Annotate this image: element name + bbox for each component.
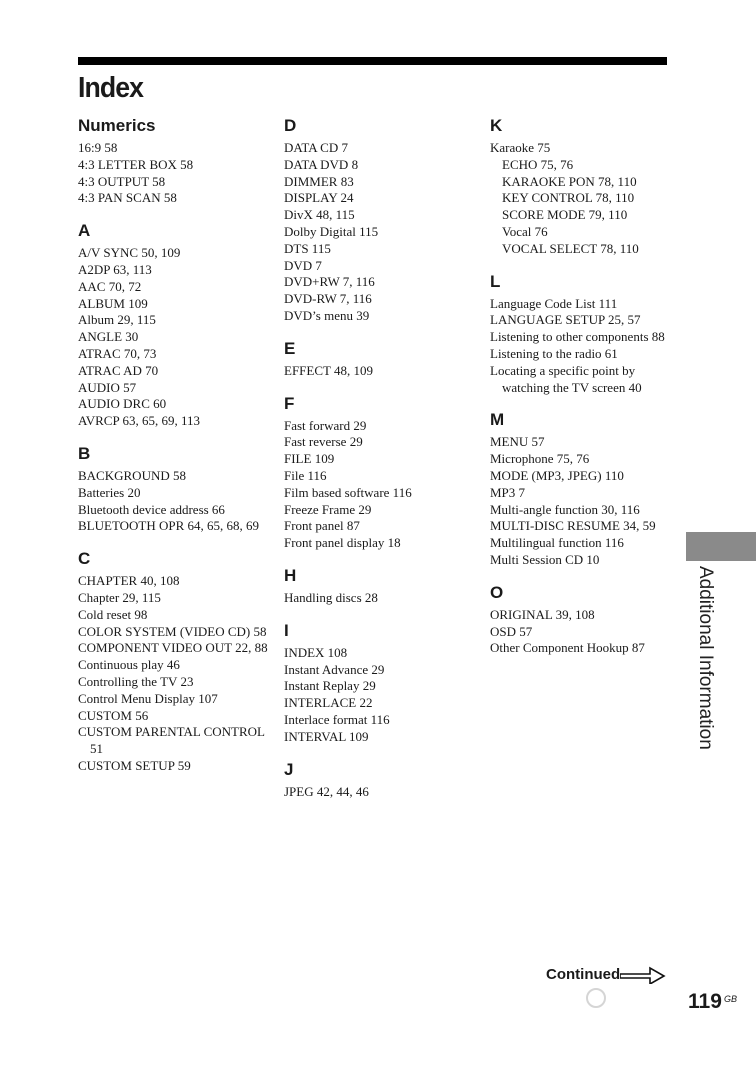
entry-list xyxy=(78,140,273,207)
index-entry: AAC 70, 72 xyxy=(78,278,142,294)
index-entry: BLUETOOTH OPR 64, 65, 68, 69 xyxy=(78,518,260,534)
section-heading: Numerics xyxy=(78,116,156,135)
index-entry: Controlling the TV 23 xyxy=(78,673,194,689)
index-entry: AUDIO DRC 60 xyxy=(78,396,167,412)
index-entry: Multilingual function 116 xyxy=(490,535,624,551)
index-entry: COLOR SYSTEM (VIDEO CD) 58 xyxy=(78,623,267,639)
index-entry: File 116 xyxy=(284,467,327,483)
index-entry: Cold reset 98 xyxy=(78,606,148,622)
index-entry: DVD-RW 7, 116 xyxy=(284,291,372,307)
entry-list xyxy=(284,784,479,801)
index-entry: OSD 57 xyxy=(490,623,533,639)
index-entry: ALBUM 109 xyxy=(78,295,148,311)
index-section xyxy=(284,116,479,325)
index-entry: Front panel display 18 xyxy=(284,535,401,551)
index-entry: MODE (MP3, JPEG) 110 xyxy=(490,467,624,483)
section-heading: F xyxy=(284,393,295,413)
index-entry: A/V SYNC 50, 109 xyxy=(78,245,181,261)
index-entry: Locating a specific point by watching the TV screen 40 xyxy=(490,362,642,395)
index-subentry: KARAOKE PON 78, 110 xyxy=(502,173,637,189)
entry-list xyxy=(284,140,479,325)
index-section xyxy=(284,566,479,607)
index-section xyxy=(490,272,670,397)
index-entry: DTS 115 xyxy=(284,240,331,256)
index-entry: Fast forward 29 xyxy=(284,417,367,433)
index-entry: DVD 7 xyxy=(284,257,322,273)
watermark-logo xyxy=(536,980,686,1035)
index-subentry: ECHO 75, 76 xyxy=(502,156,574,172)
index-entry: DATA DVD 8 xyxy=(284,156,359,172)
index-entry: Dolby Digital 115 xyxy=(284,223,379,239)
section-heading: O xyxy=(490,582,504,602)
section-heading: L xyxy=(490,271,501,291)
index-section xyxy=(78,116,273,207)
index-entry: A2DP 63, 113 xyxy=(78,261,152,277)
continued-label: Continued xyxy=(546,966,621,983)
entry-list xyxy=(78,573,273,775)
index-entry: Instant Advance 29 xyxy=(284,661,385,677)
index-entry: CUSTOM SETUP 59 xyxy=(78,757,191,773)
entry-list xyxy=(490,140,670,258)
index-entry: JPEG 42, 44, 46 xyxy=(284,783,369,799)
index-entry: ATRAC 70, 73 xyxy=(78,345,157,361)
watermark-logo-graphic xyxy=(536,980,686,1030)
index-entry: 4:3 LETTER BOX 58 xyxy=(78,156,194,172)
index-entry: Chapter 29, 115 xyxy=(78,589,161,605)
index-subentry: Vocal 76 xyxy=(502,223,548,239)
index-entry: 16:9 58 xyxy=(78,140,118,155)
index-entry: ANGLE 30 xyxy=(78,329,139,345)
section-heading: J xyxy=(284,759,294,779)
section-heading: I xyxy=(284,620,289,640)
index-entry: Listening to the radio 61 xyxy=(490,345,618,361)
index-subentry: VOCAL SELECT 78, 110 xyxy=(502,240,639,256)
index-entry: CHAPTER 40, 108 xyxy=(78,573,180,589)
index-entry: Instant Replay 29 xyxy=(284,678,376,694)
entry-list xyxy=(284,363,479,380)
index-entry: Fast reverse 29 xyxy=(284,434,363,450)
index-entry: MULTI-DISC RESUME 34, 59 xyxy=(490,518,656,534)
index-section xyxy=(284,394,479,552)
index-entry: AUDIO 57 xyxy=(78,379,137,395)
index-entry: LANGUAGE SETUP 25, 57 xyxy=(490,312,641,328)
index-section xyxy=(284,339,479,380)
index-section xyxy=(490,583,670,657)
index-entry: Karaoke 75 xyxy=(490,140,551,155)
index-entry: INDEX 108 xyxy=(284,644,348,660)
section-heading: M xyxy=(490,410,505,430)
top-rule xyxy=(78,57,667,65)
index-entry: Freeze Frame 29 xyxy=(284,501,372,517)
index-entry: INTERLACE 22 xyxy=(284,695,373,711)
index-entry: 4:3 PAN SCAN 58 xyxy=(78,190,177,206)
index-section xyxy=(284,621,479,746)
section-heading: C xyxy=(78,549,91,569)
page-number: 119 xyxy=(688,990,722,1013)
entry-list xyxy=(78,245,273,430)
entry-list xyxy=(78,468,273,535)
index-entry: Film based software 116 xyxy=(284,484,412,500)
index-entry: MENU 57 xyxy=(490,434,545,450)
section-heading: K xyxy=(490,116,503,135)
index-entry: Batteries 20 xyxy=(78,484,141,500)
index-entry: DVD+RW 7, 116 xyxy=(284,274,375,290)
index-entry: AVRCP 63, 65, 69, 113 xyxy=(78,413,200,429)
index-entry: DivX 48, 115 xyxy=(284,207,355,223)
index-entry: Multi-angle function 30, 116 xyxy=(490,501,640,517)
page-title: Index xyxy=(78,72,144,104)
index-section xyxy=(78,444,273,535)
entry-list xyxy=(490,607,670,657)
page-suffix: GB xyxy=(724,994,738,1004)
index-entry: Listening to other components 88 xyxy=(490,329,665,345)
index-entry: DIMMER 83 xyxy=(284,173,354,189)
section-heading: B xyxy=(78,443,91,463)
section-heading: E xyxy=(284,338,296,358)
index-entry: CUSTOM PARENTAL CONTROL 51 xyxy=(78,724,265,757)
index-entry: 4:3 OUTPUT 58 xyxy=(78,173,166,189)
index-entry: Microphone 75, 76 xyxy=(490,451,590,467)
entry-list xyxy=(490,434,670,568)
index-entry: FILE 109 xyxy=(284,451,335,467)
index-subentry: SCORE MODE 79, 110 xyxy=(502,207,628,223)
index-section xyxy=(490,116,670,258)
index-entry: DVD’s menu 39 xyxy=(284,307,370,323)
entry-list xyxy=(490,296,670,397)
index-entry: Front panel 87 xyxy=(284,518,360,534)
entry-list xyxy=(284,645,479,746)
section-tab xyxy=(686,532,756,561)
index-entry: ATRAC AD 70 xyxy=(78,362,159,378)
index-entry: ORIGINAL 39, 108 xyxy=(490,606,595,622)
entry-list xyxy=(284,590,479,607)
index-section xyxy=(284,760,479,801)
index-entry: INTERVAL 109 xyxy=(284,728,369,744)
index-section xyxy=(490,410,670,568)
index-entry: DISPLAY 24 xyxy=(284,190,354,206)
index-section xyxy=(78,549,273,775)
index-column-3 xyxy=(490,116,670,671)
index-subentry: KEY CONTROL 78, 110 xyxy=(502,190,635,206)
side-section-label: Additional Information xyxy=(695,566,716,750)
index-section xyxy=(78,221,273,430)
index-entry: Control Menu Display 107 xyxy=(78,690,218,706)
index-entry: COMPONENT VIDEO OUT 22, 88 xyxy=(78,640,268,656)
index-column-2 xyxy=(284,116,479,814)
index-entry: DATA CD 7 xyxy=(284,140,348,155)
section-heading: D xyxy=(284,116,297,135)
index-entry: CUSTOM 56 xyxy=(78,707,149,723)
index-entry: EFFECT 48, 109 xyxy=(284,362,373,378)
index-entry: Other Component Hookup 87 xyxy=(490,640,645,656)
index-entry: Album 29, 115 xyxy=(78,312,156,328)
section-heading: A xyxy=(78,221,91,241)
section-heading: H xyxy=(284,565,297,585)
index-entry: Continuous play 46 xyxy=(78,657,180,673)
index-entry: BACKGROUND 58 xyxy=(78,467,186,483)
index-entry: Interlace format 116 xyxy=(284,711,390,727)
index-entry: Bluetooth device address 66 xyxy=(78,501,225,517)
index-entry: Language Code List 111 xyxy=(490,295,618,311)
entry-list xyxy=(284,418,479,552)
index-entry: MP3 7 xyxy=(490,484,526,500)
index-entry: Multi Session CD 10 xyxy=(490,551,600,567)
index-entry: Handling discs 28 xyxy=(284,589,378,605)
index-column-1 xyxy=(78,116,273,789)
